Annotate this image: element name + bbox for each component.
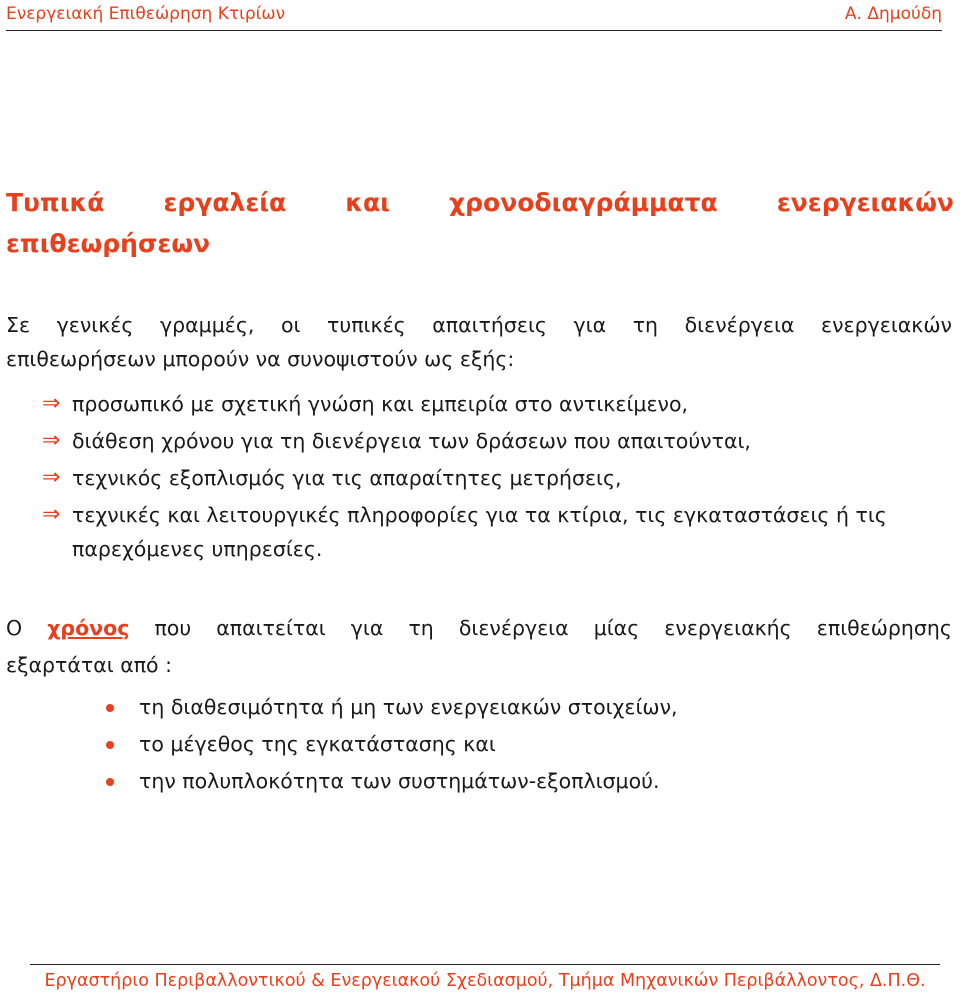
- list-item-text: την πολυπλοκότητα των συστημάτων-εξοπλισμού.: [139, 769, 660, 793]
- intro-word: γενικές: [56, 313, 134, 337]
- section-title-line-1: [6, 182, 954, 223]
- paragraph-word: τη: [408, 616, 434, 640]
- bullet-dot-icon: [106, 741, 114, 749]
- header-course-title: Ενεργειακή Επιθεώρηση Κτιρίων: [6, 4, 286, 24]
- list-item: [6, 387, 952, 421]
- page-footer: Εργαστήριο Περιβαλλοντικού & Ενεργειακού Σχεδιασμού, Τμήμα Μηχανικών Περιβάλλοντος, Δ.Π.Θ.: [30, 964, 940, 991]
- list-item-text: τη διαθεσιμότητα ή μη των ενεργειακών στοιχείων,: [139, 695, 678, 719]
- list-item-text: το μέγεθος της εγκατάστασης και: [139, 732, 496, 756]
- intro-word: Σε: [6, 313, 31, 337]
- list-item-text: τεχνικές και λειτουργικές πληροφορίες για τα κτίρια, τις εγκαταστάσεις ή τις παρεχόμενες υπηρεσίες.: [72, 503, 887, 561]
- paragraph-word: Ο: [6, 616, 23, 640]
- bullet-dot-icon: [106, 778, 114, 786]
- double-arrow-right-icon: ⇒: [42, 391, 61, 416]
- title-word: εργαλεία: [163, 188, 287, 217]
- section-title: [6, 182, 954, 264]
- list-item: [6, 424, 952, 458]
- title-word: και: [345, 188, 390, 217]
- intro-paragraph: [6, 308, 952, 376]
- list-item: [6, 498, 952, 566]
- list-item: [6, 689, 952, 726]
- double-arrow-right-icon: ⇒: [42, 465, 61, 490]
- intro-word: τυπικές: [327, 313, 406, 337]
- header-author: Α. Δημούδη: [844, 4, 942, 24]
- list-item-text: προσωπικό με σχετική γνώση και εμπειρία στο αντικείμενο,: [72, 392, 689, 416]
- intro-word: διενέργεια: [684, 313, 795, 337]
- paragraph-word: επιθεώρησης: [816, 616, 952, 640]
- factors-list: [6, 689, 952, 800]
- intro-word: τη: [632, 313, 659, 337]
- requirements-list: [6, 387, 952, 569]
- section-title-line-2: επιθεωρήσεων: [6, 229, 211, 258]
- intro-word: οι: [280, 313, 301, 337]
- title-word: Τυπικά: [6, 188, 105, 217]
- list-item: [6, 726, 952, 763]
- bullet-dot-icon: [106, 704, 114, 712]
- page-header: [6, 4, 942, 31]
- intro-word: απαιτήσεις: [432, 313, 547, 337]
- double-arrow-right-icon: ⇒: [42, 428, 61, 453]
- paragraph-word: απαιτείται: [216, 616, 326, 640]
- intro-word: γραμμές,: [160, 313, 255, 337]
- highlighted-keyword: χρόνος: [47, 616, 130, 640]
- list-item-text: διάθεση χρόνου για τη διενέργεια των δράσεων που απαιτούνται,: [72, 429, 751, 453]
- time-paragraph: [6, 610, 952, 684]
- list-item: [6, 763, 952, 800]
- paragraph-word: για: [350, 616, 384, 640]
- intro-line-1: [6, 308, 952, 342]
- time-paragraph-line-2: εξαρτάται από :: [6, 653, 173, 677]
- paragraph-word: ενεργειακής: [664, 616, 792, 640]
- intro-word: ενεργειακών: [821, 313, 952, 337]
- list-item-text: τεχνικός εξοπλισμός για τις απαραίτητες μετρήσεις,: [72, 466, 622, 490]
- intro-word: για: [573, 313, 607, 337]
- double-arrow-right-icon: ⇒: [42, 502, 61, 527]
- paragraph-word: διενέργεια: [458, 616, 569, 640]
- title-word: ενεργειακών: [776, 188, 954, 217]
- intro-line-2: επιθεωρήσεων μπορούν να συνοψιστούν ως εξής:: [6, 347, 515, 371]
- list-item: [6, 461, 952, 495]
- title-word: χρονοδιαγράμματα: [449, 188, 718, 217]
- paragraph-word: που: [154, 616, 192, 640]
- paragraph-word: μίας: [593, 616, 640, 640]
- time-paragraph-line-1: [6, 610, 952, 647]
